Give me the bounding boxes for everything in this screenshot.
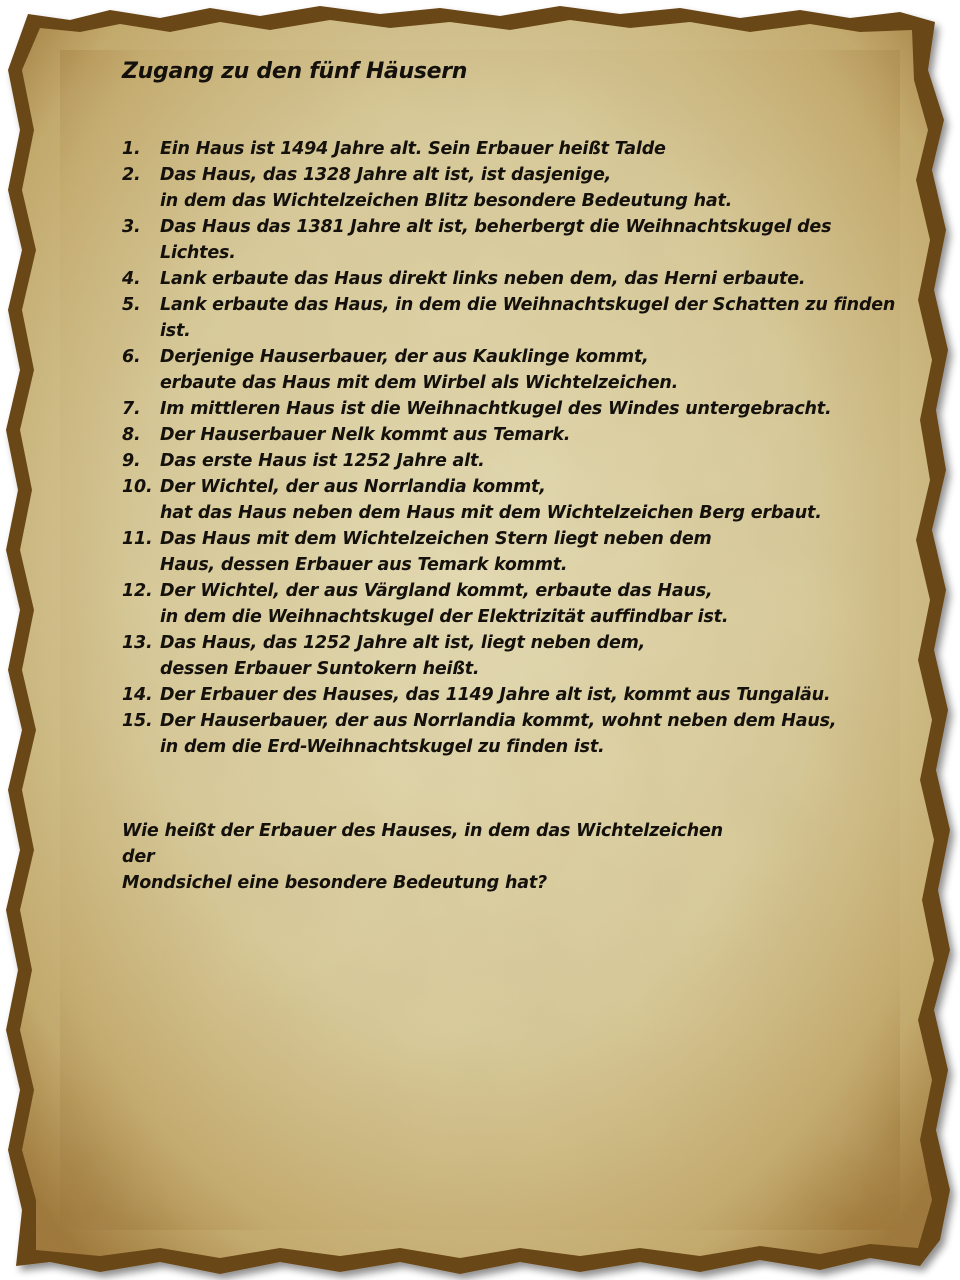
clue-number: 12.: [122, 581, 153, 601]
clue-item: [122, 422, 902, 448]
clue-text: Das Haus, das 1328 Jahre alt ist, ist dasjenige, in dem das Wichtelzeichen Blitz besondere Bedeutung hat.: [160, 165, 733, 211]
clue-item: [122, 292, 902, 344]
clue-text: Das erste Haus ist 1252 Jahre alt.: [160, 451, 485, 471]
clue-item: [122, 396, 902, 422]
riddle-question: Wie heißt der Erbauer des Hauses, in dem das Wichtelzeichen der Mondsichel eine besondere Bedeutung hat?: [122, 821, 723, 893]
clue-text: Der Hauserbauer, der aus Norrlandia kommt, wohnt neben dem Haus, in dem die Erd-Weihnachtskugel zu finden ist.: [160, 711, 837, 757]
clue-number: 2.: [122, 165, 141, 185]
clue-item: [122, 266, 902, 292]
clue-number: 5.: [122, 295, 141, 315]
clue-number: 7.: [122, 399, 141, 419]
clue-text: Lank erbaute das Haus direkt links neben dem, das Herni erbaute.: [160, 269, 806, 289]
clue-number: 14.: [122, 685, 153, 705]
clue-text: Im mittleren Haus ist die Weihnachtkugel des Windes untergebracht.: [160, 399, 832, 419]
clue-item: [122, 630, 902, 682]
clue-text: Das Haus das 1381 Jahre alt ist, beherbergt die Weihnachtskugel des Lichtes.: [160, 217, 832, 263]
clue-number: 1.: [122, 139, 141, 159]
clue-number: 13.: [122, 633, 153, 653]
clue-item: [122, 448, 902, 474]
clue-text: Derjenige Hauserbauer, der aus Kauklinge kommt, erbaute das Haus mit dem Wirbel als Wichtelzeichen.: [160, 347, 679, 393]
clue-number: 3.: [122, 217, 141, 237]
clue-number: 6.: [122, 347, 141, 367]
clue-text: Der Wichtel, der aus Norrlandia kommt, hat das Haus neben dem Haus mit dem Wichtelzeichen Berg erbaut.: [160, 477, 822, 523]
clue-item: [122, 682, 902, 708]
clue-item: [122, 708, 902, 760]
clue-item: [122, 214, 902, 266]
clue-item: [122, 474, 902, 526]
clue-item: [122, 162, 902, 214]
clue-text: Der Wichtel, der aus Värgland kommt, erbaute das Haus, in dem die Weihnachtskugel der Elektrizität auffindbar ist.: [160, 581, 729, 627]
document-title: Zugang zu den fünf Häusern: [122, 59, 468, 84]
clue-number: 4.: [122, 269, 141, 289]
clue-item: [122, 136, 902, 162]
clue-number: 9.: [122, 451, 141, 471]
clue-list: [122, 136, 902, 760]
clue-number: 11.: [122, 529, 153, 549]
clue-number: 15.: [122, 711, 153, 731]
clue-item: [122, 578, 902, 630]
clue-text: Ein Haus ist 1494 Jahre alt. Sein Erbauer heißt Talde: [160, 139, 666, 159]
clue-item: [122, 344, 902, 396]
clue-text: Das Haus mit dem Wichtelzeichen Stern liegt neben dem Haus, dessen Erbauer aus Temark kommt.: [160, 529, 712, 575]
clue-number: 8.: [122, 425, 141, 445]
clue-text: Der Hauserbauer Nelk kommt aus Temark.: [160, 425, 571, 445]
clue-text: Das Haus, das 1252 Jahre alt ist, liegt neben dem, dessen Erbauer Suntokern heißt.: [160, 633, 646, 679]
clue-text: Lank erbaute das Haus, in dem die Weihnachtskugel der Schatten zu finden ist.: [160, 295, 896, 341]
document-content: [122, 52, 902, 914]
clue-text: Der Erbauer des Hauses, das 1149 Jahre alt ist, kommt aus Tungaläu.: [160, 685, 831, 705]
clue-number: 10.: [122, 477, 153, 497]
clue-item: [122, 526, 902, 578]
